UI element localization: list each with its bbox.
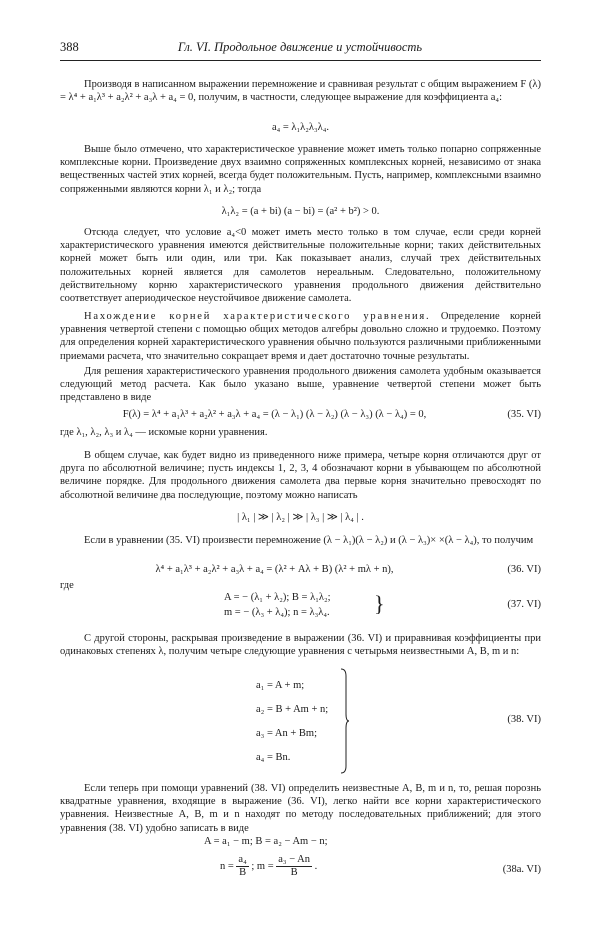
equation-a4: a₄ = λ₁λ₂λ₃λ₄.: [271, 122, 330, 133]
equation-line: a₂ = B + Am + n;: [256, 704, 329, 715]
equation-line: A = − (λ₁ + λ₂); B = λ₁λ₂;: [224, 592, 331, 603]
equation-number: (36. VI): [507, 564, 541, 575]
equation-number: (38a. VI): [502, 864, 541, 875]
equation-line: m = − (λ₃ + λ₄); n = λ₃λ₄.: [224, 607, 330, 618]
equation-35: [60, 408, 541, 422]
paragraph: Если теперь при помощи уравнений (38. VI) определить неизвестные A, B, m и n, то, решая порознь квадратные уравнения, входящие в выражение (36. VI), легко найти все корни характеристического уравнения. Неизвестные A, B, m и n находят по методу последовательных приближений; для этого уравнения (38. VI) удобно записать в виде: [60, 783, 541, 834]
equation-text: .: [314, 860, 318, 872]
paragraph: С другой стороны, раскрывая произведение в выражении (36. VI) и приравнивая коэффициенты при одинаковых степенях λ, получим четыре следующие уравнения с четырьмя неизвестными A, B, m и n:: [60, 633, 541, 658]
fraction: [276, 854, 312, 879]
numerator: a₃ − An: [278, 854, 311, 865]
equation-text: n =: [220, 860, 234, 872]
page-number: 388: [60, 40, 79, 54]
chapter-title: Гл. VI. Продольное движение и устойчивость: [177, 40, 423, 54]
paragraph: В общем случае, как будет видно из приведенного ниже примера, четыре корня отличаются друг от друга по абсолютной величине; пусть индексы 1, 2, 3, 4 обозначают корни в убывающем по абсолютной величине порядке. Для продольного движения самолета два первые корня значительно превосходят по абсолютной величине два последующие, поэтому можно написать: [60, 450, 541, 501]
equation-number: (37. VI): [507, 599, 541, 610]
equation-36: [60, 563, 541, 577]
equation-abs-order: | λ₁ | ≫ | λ₂ | ≫ | λ₃ | ≫ | λ₄ | .: [237, 512, 364, 523]
paragraph: где λ₁, λ₂, λ₃ и λ₄ — искомые корни уравнения.: [60, 427, 268, 438]
header-rule: [60, 60, 541, 61]
equation-line: a₁ = A + m;: [256, 680, 305, 691]
paragraph: Выше было отмечено, что характеристическое уравнение может иметь только попарно сопряженные комплексные корни. Произведение двух взаимно сопряженных комплексных корней, независимо от знака вещественных частей этих корней, всегда будет положительным. Пусть, например, комплексными взаимно сопряженными являются корни λ₁ и λ₂; тогда: [60, 144, 541, 195]
equation-body: F(λ) = λ⁴ + a₁λ³ + a₂λ² + a₃λ + a₄ = (λ − λ₁) (λ − λ₂) (λ − λ₃) (λ − λ₄) = 0,: [122, 409, 427, 420]
equation-number: (35. VI): [507, 409, 541, 420]
equation-root-product: λ₁λ₂ = (a + bi) (a − bi) = (a² + b²) > 0.: [221, 206, 380, 217]
equation-number: (38. VI): [507, 714, 541, 725]
equation-37: [60, 591, 541, 621]
equation-line: a₃ = An + Bm;: [256, 728, 318, 739]
right-brace-icon: }: [374, 591, 385, 616]
paragraph: Производя в написанном выражении перемножение и сравнивая результат с общим выражением F (λ) = λ⁴ + a₁λ³ + a₂λ² + a₃λ + a₄ = 0, получим, в частности, следующее выражение для коэффициента a₄:: [60, 79, 541, 104]
paragraph: Отсюда следует, что условие a₄<0 может иметь место только в том случае, если среди корней характеристического уравнения имеются действительные положительные корни; таких действительных корней может быть или один, или три. Как показывает анализ, случай трех действительных положительных корней является для самолетов нереальным. Следовательно, положительному действительному корню характеристического уравнения продольного движения действительно соответствует апериодическое неустойчивое движение самолета.: [60, 227, 541, 305]
fraction: [236, 854, 248, 879]
equation-line: a₄ = Bn.: [256, 752, 291, 763]
numerator: a₄: [238, 854, 247, 865]
paragraph-text: Определение корней уравнения четвертой степени с помощью общих методов алгебры довольно сложно и трудоемко. Поэтому для определения корней характеристического уравнения обычно пользуются различными приближенными приемами расчета, что значительно сокращает время и дает достаточно точные результаты.: [60, 311, 541, 362]
equation-line: [220, 854, 317, 879]
equation-38a: [60, 836, 541, 896]
equation-38: [60, 674, 541, 772]
paragraph: Если в уравнении (35. VI) произвести перемножение (λ − λ₁)(λ − λ₂) и (λ − λ₃)× ×(λ − λ₄), то получим: [84, 535, 534, 546]
right-brace-icon: [340, 668, 350, 774]
where-label: где: [60, 580, 74, 591]
section-heading: Нахождение корней характеристического уравнения.: [84, 311, 431, 322]
equation-text: ; m =: [251, 860, 274, 872]
denominator: B: [239, 867, 247, 878]
equation-body: λ⁴ + a₁λ³ + a₂λ² + a₃λ + a₄ = (λ² + Aλ + B) (λ² + mλ + n),: [155, 564, 394, 575]
equation-line: A = a₁ − m; B = a₂ − Am − n;: [204, 836, 328, 847]
running-header: [60, 40, 540, 58]
denominator: B: [290, 867, 298, 878]
paragraph: Для решения характеристического уравнения продольного движения самолета удобным оказывается следующий метод расчета. Как было указано выше, уравнение четвертой степени может быть представлено в виде: [60, 366, 541, 404]
paragraph: [60, 310, 541, 363]
